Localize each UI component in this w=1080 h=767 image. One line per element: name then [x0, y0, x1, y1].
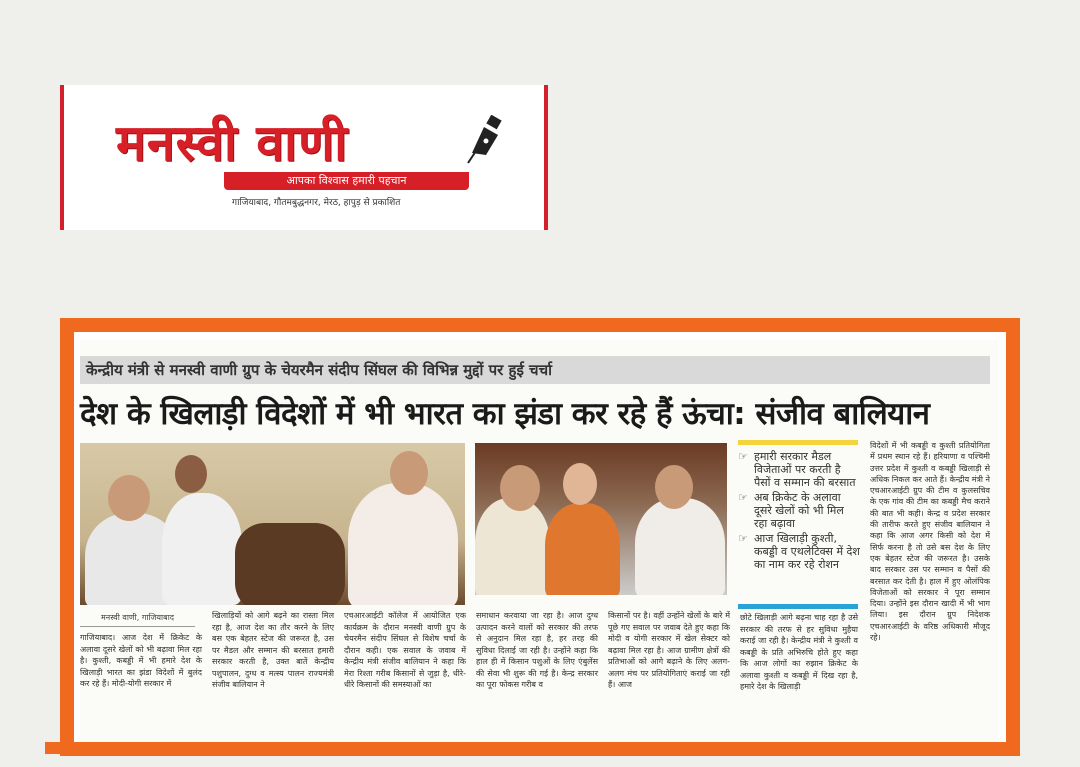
article-column-4: समाधान करवाया जा रहा है। आज दुग्ध उत्पादन करने वालों को सरकार की तरफ से अनुदान मिल रहा है, हर तरह की सुविधा दिलाई जा रही है। उन्होंने कहा कि हाल ही में किसान पशुओं के लिए एंबुलेंस की सेवा भी शुरू की गई है। केन्द्र सरकार का पूरा फोकस गरीब व [476, 611, 598, 689]
logo-subline: गाजियाबाद, गौतमबुद्धनगर, मेरठ, हापुड़ से प्रकाशित [232, 198, 401, 208]
logo-tagline: आपका विश्वास हमारी पहचान [224, 172, 469, 190]
pointing-hand-icon: ☞ [738, 491, 748, 504]
newspaper-logo [60, 85, 548, 230]
pen-nib-icon [464, 115, 504, 165]
article-byline: मनस्वी वाणी, गाजियाबाद [80, 612, 195, 627]
highlight-bottom-bar [738, 604, 858, 609]
article-column-5: किसानों पर है। वहीं उन्होंने खेलों के बारे में पूछे गए सवाल पर जवाब देते हुए कहा कि मोदी व योगी सरकार में खेल सेक्टर को बढ़ावा मिल रहा है। आज ग्रामीण क्षेत्रों की प्रतिभाओं को आगे बढ़ाने के लिए अलग-अलग मंच पर प्रतियोगिताएं कराई जा रही हैं। आज [608, 611, 730, 689]
article-kicker: केन्द्रीय मंत्री से मनस्वी वाणी ग्रुप के चेयरमैन संदीप सिंघल की विभिन्न मुद्दों पर हुई चर्चा [80, 356, 990, 384]
highlight-item: ☞ आज खिलाड़ी कुश्ती, कबड्डी व एथलेटिक्स में देश का नाम कर रहे रोशन [738, 532, 860, 571]
article-column-6: छोटे खिलाड़ी आगे बढ़ना चाह रहा है उसे सरकार की तरफ से हर सुविधा मुहैया कराई जा रही है। केन्द्रीय मंत्री ने कुश्ती व कबड्डी के प्रति अभिरुचि होते हुए कहा कि आज लोगों का रुझान क्रिकेट के अलावा कुश्ती व कबड्डी में दिख रहा है, हमारे देश के खिलाड़ी [740, 613, 858, 691]
article-column-7: विदेशों में भी कबड्डी व कुश्ती प्रतियोगिता में प्रथम स्थान रहे हैं। हरियाणा व पश्चिमी उत्तर प्रदेश में कुश्ती व कबड्डी खिलाड़ी से अधिक निकल कर आते हैं। केन्द्रीय मंत्री ने एचआरआईटी ग्रुप की टीम व कुलसचिव के एक गांव की टीम का कबड्डी मैच कराने की बात भी कही। केन्द्र व प्रदेश सरकार की तारीफ करते हुए संजीव बालियान ने कहा कि आज अगर किसी को देश में सिर्फ करना है तो उसे बस देश के लिए एक बेहतर स्टेज की जरूरत है। उसके बाद सरकार उस पर सम्मान व पैसों की बरसात कर देती है। हाल में हुए ओलंपिक विजेताओं को सरकार ने पूरा सम्मान दिया। उन्होंने इस दौरान खादी में भी भाग लिया। इस दौरान ग्रुप निदेशक एचआरआईटी के वरिष्ठ अधिकारी मौजूद रहे। [870, 441, 990, 643]
highlight-item: ☞ अब क्रिकेट के अलावा दूसरे खेलों को भी मिल रहा बढ़ावा [738, 491, 844, 530]
pointing-hand-icon: ☞ [738, 532, 748, 545]
article-headline: देश के खिलाड़ी विदेशों में भी भारत का झंडा कर रहे हैं ऊंचा: संजीव बालियान [80, 396, 930, 432]
article-column-2: खिलाड़ियों को आगे बढ़ने का रास्ता मिल रहा है, आज देश का तौर करने के लिए बस एक बेहतर स्टेज की जरूरत है, उस पर मैडल और सम्मान की बरसात हमारी सरकार करती है, उक्त बातें केन्द्रीय पशुपालन, दुग्ध व मत्स्य पालन राज्यमंत्री संजीव बालियान ने [212, 611, 334, 689]
highlight-top-bar [738, 440, 858, 445]
photo-meeting-left [80, 443, 465, 605]
highlight-item: ☞ हमारी सरकार मैडल विजेताओं पर करती है पैसों व सम्मान की बरसात [738, 450, 856, 489]
newspaper-clipping [80, 340, 998, 742]
photo-meeting-right [475, 443, 727, 595]
highlights-box [738, 450, 860, 573]
clipping-frame-shadow [45, 742, 995, 754]
pointing-hand-icon: ☞ [738, 450, 748, 463]
article-column-3: एचआरआईटी कॉलेज में आयोजित एक कार्यक्रम के दौरान मनस्वी वाणी ग्रुप के चेयरमैन संदीप सिंघल से विशेष चर्चा के दौरान कही। एक सवाल के जवाब में केन्द्रीय मंत्री संजीव बालियान ने कहा कि मेरा रिश्ता गरीब किसानों से जुड़ा है, धीरे-धीरे किसानों की समस्याओं का [344, 611, 466, 689]
logo-title: मनस्वी वाणी [116, 114, 349, 172]
article-column-1: गाजियाबाद। आज देश में क्रिकेट के अलावा दूसरे खेलों को भी बढ़ावा मिल रहा है। कुश्ती, कबड्डी में भी हमारे देश के खिलाड़ी भारत का झंडा विदेशों में बुलंद कर रहे हैं। मोदी-योगी सरकार में [80, 633, 202, 688]
